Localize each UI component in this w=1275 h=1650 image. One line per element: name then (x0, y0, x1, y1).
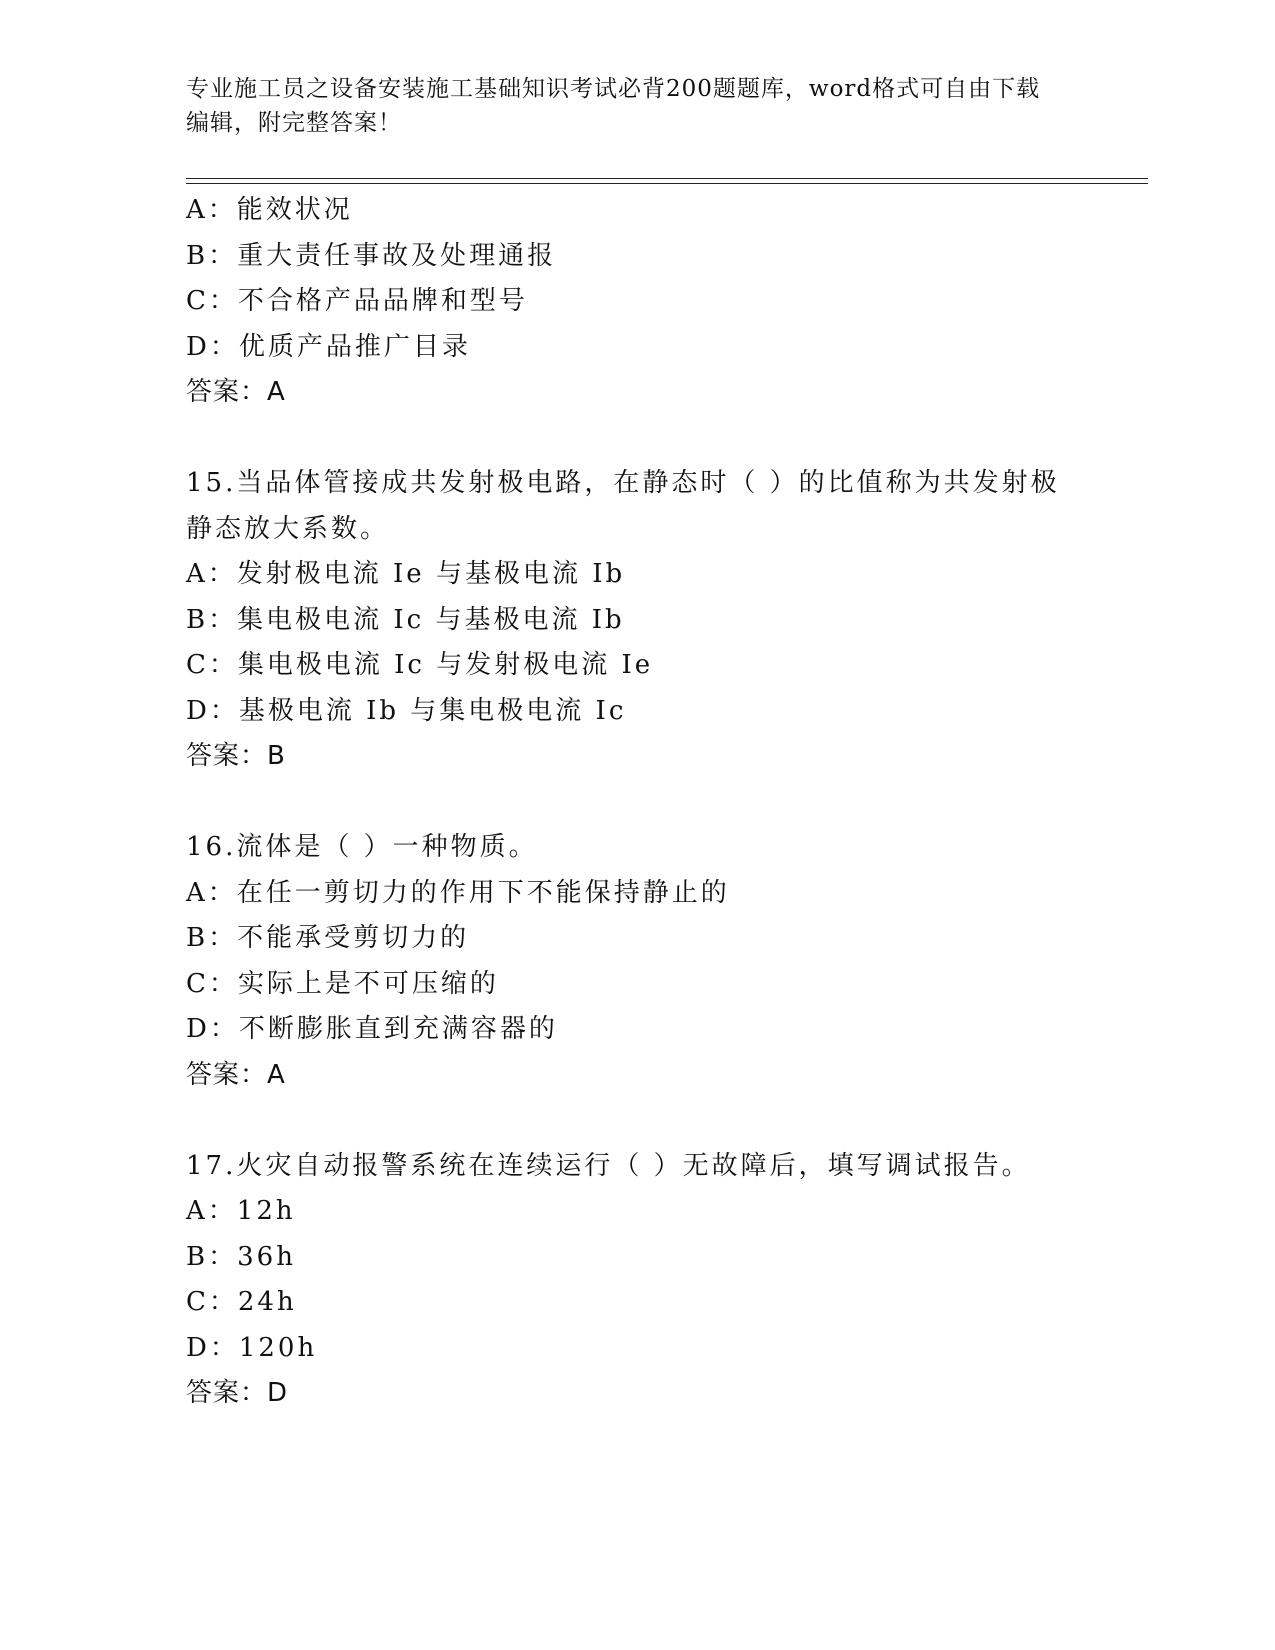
option-c: C：24h (186, 1287, 297, 1317)
option-d: D：120h (186, 1332, 318, 1363)
header-title-line-1: 专业施工员之设备安装施工基础知识考试必背200题题库，word格式可自由下载 (186, 76, 1041, 102)
option-b: B：重大责任事故及处理通报 (186, 240, 557, 271)
question-stem: 15.当品体管接成共发射极电路，在静态时（ ）的比值称为共发射极 (186, 468, 1060, 498)
question-16 (186, 825, 1146, 1098)
option-d: D：优质产品推广目录 (186, 331, 471, 362)
question-list (186, 188, 1146, 1417)
option-b: B：不能承受剪切力的 (186, 923, 470, 953)
option-c: C：集电极电流 Ic 与发射极电流 Ie (186, 650, 654, 680)
header-title-line-2: 编辑，附完整答案！ (186, 110, 402, 136)
option-a: A：12h (186, 1196, 296, 1226)
option-b: B：36h (186, 1241, 296, 1272)
answer-line: 答案：B (186, 741, 286, 771)
option-a: A：发射极电流 Ie 与基极电流 Ib (186, 559, 626, 589)
option-c: C：不合格产品品牌和型号 (186, 286, 528, 316)
option-a: A：能效状况 (186, 195, 353, 225)
question-stem-continued: 静态放大系数。 (186, 513, 390, 544)
document-header (186, 72, 1086, 140)
option-d: D：基极电流 Ib 与集电极电流 Ic (186, 695, 627, 726)
question-stem: 16.流体是（ ）一种物质。 (186, 832, 538, 862)
spacer (186, 1098, 1146, 1144)
option-d: D：不断膨胀直到充满容器的 (186, 1014, 558, 1044)
question-14-continued (186, 188, 1146, 416)
header-divider-bottom (186, 183, 1148, 184)
question-15 (186, 461, 1146, 780)
answer-line: 答案：A (186, 1059, 286, 1090)
header-divider-top (186, 178, 1148, 179)
option-c: C：实际上是不可压缩的 (186, 968, 499, 999)
question-stem: 17.火灾自动报警系统在连续运行（ ）无故障后，填写调试报告。 (186, 1150, 1031, 1181)
question-17 (186, 1144, 1146, 1417)
spacer (186, 416, 1146, 462)
option-b: B：集电极电流 Ic 与基极电流 Ib (186, 604, 625, 635)
answer-line: 答案：A (186, 377, 286, 407)
option-a: A：在任一剪切力的作用下不能保持静止的 (186, 877, 730, 908)
answer-line: 答案：D (186, 1378, 289, 1408)
spacer (186, 780, 1146, 826)
